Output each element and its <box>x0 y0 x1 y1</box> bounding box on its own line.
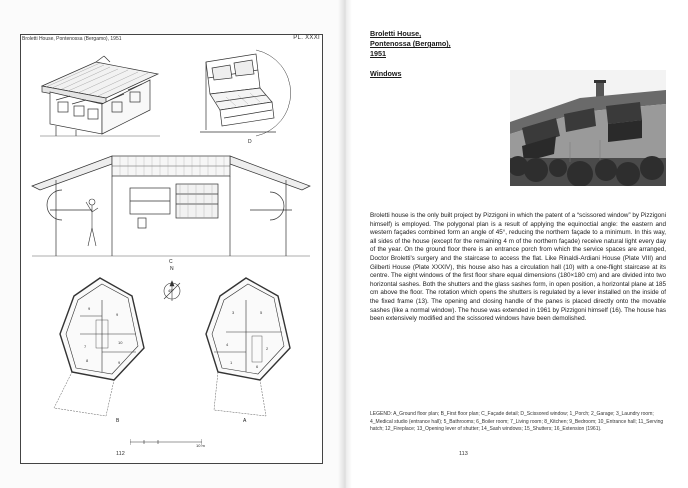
svg-text:10: 10 <box>118 340 123 345</box>
section-heading: Windows <box>370 69 402 78</box>
svg-text:2: 2 <box>266 346 269 351</box>
label-north-angle: 45° <box>168 288 175 293</box>
svg-text:4: 4 <box>226 342 229 347</box>
svg-text:7: 7 <box>84 344 87 349</box>
label-a: A <box>243 418 247 424</box>
ground-floor-plan <box>186 276 306 426</box>
label-c: C <box>169 259 173 265</box>
perspective-sketch <box>36 48 166 140</box>
label-north: N <box>170 266 174 272</box>
svg-text:9: 9 <box>116 312 119 317</box>
label-scale: 10 m <box>196 443 205 448</box>
article-body: Broletti house is the only built project by Pizzigoni in which the patent of a “scissored window” by Pizzigoni himself) is employed. The polygonal plan is a result of applying the equinoctial angle: the eastern and western façades combined form an angle of 45°, reducing the northern façade to a minimum. In this way, all sides of the house (except for the remaining 4 m of the northern façade) receive natural light every day of the year. On the ground floor there is an entrance porch from which the service spaces are arranged, Doctor Broletti's surgery and the staircase to access the flat. Like Rinaldi-Ardiani House (Plate VIII) and Gilberti House (Plate XXXIV), this house also has a circulation hall (10) with a one-flight staircase at its centre. The eight windows of the first floor share equal dimensions (180×180 cm) and are divided into two horizontal sashes. Both the shutters and the glass sashes form, in open position, a horizontal plane at 185 cm above the floor. The rotation which opens the shutters is regulated by a lever installed on the inside of the fixed frame (13). The opening and closing handle of the panes is placed directly onto the movable sashes (like a normal window). The house was extended in 1961 by Pizzigoni himself (16). The house has been extensively modified and the scissored windows have been demolished. <box>370 212 666 323</box>
first-floor-plan <box>40 276 160 426</box>
article-title <box>370 29 500 59</box>
title-line-1: Broletti House, <box>370 29 422 38</box>
page-number-right: 113 <box>459 451 468 457</box>
svg-text:3: 3 <box>232 310 235 315</box>
plate-number: PL. XXXI <box>293 35 320 41</box>
svg-text:8: 8 <box>86 358 89 363</box>
right-page <box>344 0 688 488</box>
plate-caption: Broletti House, Pontenossa (Bergamo), 1951 <box>22 36 122 42</box>
scissored-window-detail <box>186 48 296 140</box>
scale-bar-icon <box>130 439 202 445</box>
page-number-left: 112 <box>116 451 125 457</box>
svg-text:1: 1 <box>230 360 233 365</box>
svg-text:9: 9 <box>118 360 121 365</box>
svg-text:6: 6 <box>256 364 259 369</box>
facade-detail <box>30 150 312 258</box>
label-d: D <box>248 139 252 145</box>
plate-legend: LEGEND: A_Ground floor plan; B_First floor plan; C_Façade detail; D_Scissored window; 1_Porch; 2_Garage; 3_Laundry room; 4_Medical studio (entrance hall); 5_Bathrooms; 6_Boiler room; 7_Living room; 8_Kitchen; 9_Bedroom; 10_Entrance hall; 11_Serving hatch; 12_Fireplace; 13_Opening lever of shutter; 14_Sash windows; 15_Shutters; 16_Extension (1961). <box>370 411 664 433</box>
house-photo <box>510 70 666 186</box>
label-b: B <box>116 418 120 424</box>
svg-text:5: 5 <box>260 310 263 315</box>
title-line-2: Pontenossa (Bergamo), <box>370 39 451 48</box>
svg-text:9: 9 <box>88 306 91 311</box>
title-line-3: 1951 <box>370 49 386 58</box>
book-gutter <box>338 0 352 488</box>
